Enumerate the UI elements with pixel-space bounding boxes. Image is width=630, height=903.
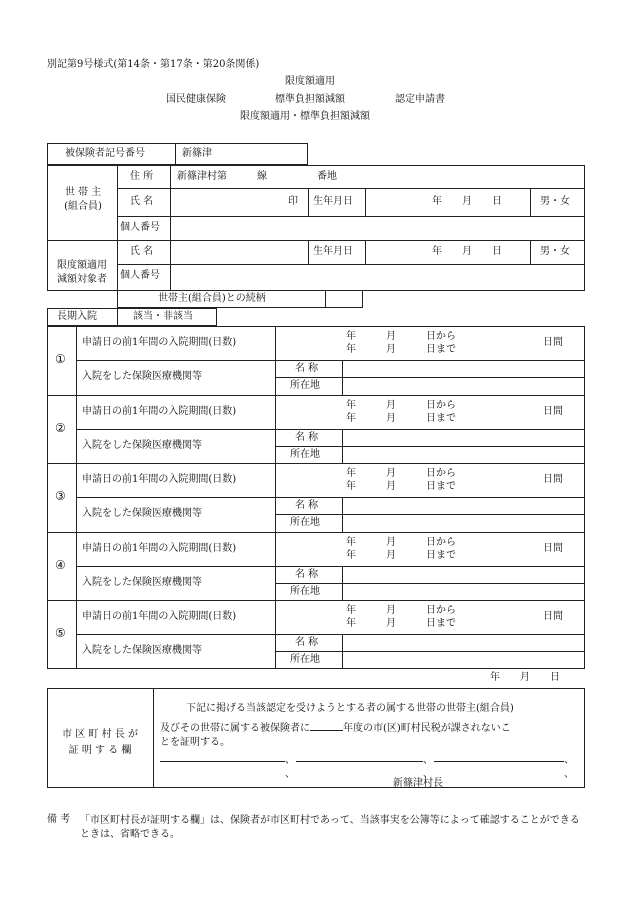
relation-label: 世帯主(組合員)との続柄: [158, 293, 266, 304]
stay-facility-label: 入院をした保険医療機関等: [82, 576, 202, 588]
stay-to[interactable]: 年 月 日まで: [346, 618, 456, 630]
stay-number: ④: [55, 557, 66, 572]
target-sex[interactable]: 男・女: [540, 246, 570, 257]
stay-number: ①: [55, 352, 66, 366]
stay-facility-name-label: 名 称: [295, 431, 319, 443]
stay-days[interactable]: 日間: [543, 337, 563, 348]
form-reference: 別記第9号様式(第14条・第17条・第20条関係): [47, 59, 260, 70]
householder-name-label: 氏 名: [130, 196, 154, 207]
target-label: 限度額適用 減額対象者: [57, 260, 107, 285]
stay-from[interactable]: 年 月 日から: [346, 536, 456, 548]
stay-period-label: 申請日の前1年間の入院期間(日数): [82, 405, 237, 417]
householder-address-label: 住 所: [130, 171, 154, 182]
stay-facility-name-label: 名 称: [295, 500, 319, 512]
stay-days[interactable]: 日間: [543, 611, 563, 623]
householder-dob-label: 生年月日: [313, 196, 353, 207]
stay-to[interactable]: 年 月 日まで: [346, 412, 456, 424]
stay-from[interactable]: 年 月 日から: [346, 399, 456, 411]
comma-5: 、: [423, 769, 433, 780]
stay-facility-location-label: 所在地: [290, 654, 320, 666]
certification-text-2: 及びその世帯に属する被保険者に 年度の市(区)町村民税が課されないこ: [160, 723, 511, 734]
stay-number: ⑤: [55, 626, 66, 641]
title-bottom: 限度額適用・標準負担額減額: [240, 111, 370, 122]
stay-facility-location-label: 所在地: [290, 585, 320, 597]
long-stay-value[interactable]: 該当・非該当: [133, 311, 193, 322]
stay-from[interactable]: 年 月 日から: [346, 331, 456, 342]
householder-sex[interactable]: 男・女: [540, 196, 570, 207]
comma-2: 、: [423, 755, 433, 766]
stay-facility-location-label: 所在地: [290, 380, 320, 391]
stay-period-label: 申請日の前1年間の入院期間(日数): [82, 611, 237, 623]
comma-4: 、: [285, 769, 295, 780]
notes-label: 備 考: [47, 814, 71, 825]
signature-line-3[interactable]: [434, 761, 564, 762]
householder-dob-value[interactable]: 年 月 日: [432, 196, 502, 207]
certification-text-1: 下記に掲げる当該認定を受けようとする者の属する世帯の世帯主(組合員): [186, 703, 514, 714]
stay-to[interactable]: 年 月 日まで: [346, 549, 456, 561]
signature-line-2[interactable]: [296, 761, 423, 762]
title-left: 国民健康保険: [166, 94, 226, 105]
stay-facility-label: 入院をした保険医療機関等: [82, 645, 202, 657]
stay-days[interactable]: 日間: [543, 474, 563, 486]
title-top: 限度額適用: [285, 76, 335, 87]
householder-label: 世 帯 主 (組合員): [64, 187, 102, 212]
signature-line-1[interactable]: [160, 761, 285, 762]
stay-facility-label: 入院をした保険医療機関等: [82, 371, 202, 382]
target-name-label: 氏 名: [130, 246, 154, 257]
comma-6: 、: [564, 769, 574, 780]
householder-address-value[interactable]: 新篠津村第 線 番地: [177, 171, 337, 182]
fiscal-year-blank[interactable]: [310, 721, 343, 731]
certification-label: 市 区 町 村 長 が 証 明 す る 欄: [62, 729, 138, 756]
householder-id-label: 個人番号: [120, 222, 160, 233]
stay-period-label: 申請日の前1年間の入院期間(日数): [82, 474, 237, 486]
mayor-label: 新篠津村長: [393, 778, 443, 789]
stay-from[interactable]: 年 月 日から: [346, 468, 456, 480]
stay-days[interactable]: 日間: [543, 405, 563, 417]
certification-date[interactable]: 年 月 日: [490, 672, 560, 683]
target-dob-label: 生年月日: [313, 246, 353, 257]
insured-number-value[interactable]: 新篠津: [182, 148, 212, 159]
comma-3: 、: [564, 755, 574, 766]
stay-facility-location-label: 所在地: [290, 517, 320, 529]
target-id-label: 個人番号: [120, 270, 160, 281]
title-right: 認定申請書: [395, 94, 445, 105]
stay-facility-label: 入院をした保険医療機関等: [82, 439, 202, 451]
insured-number-label: 被保険者記号番号: [65, 148, 145, 159]
stay-from[interactable]: 年 月 日から: [346, 605, 456, 617]
notes-text: 「市区町村長が証明する欄」は、保険者が市区町村であって、当該事実を公簿等によって確認することができるときは、省略できる。: [80, 815, 580, 840]
stay-facility-name-label: 名 称: [295, 637, 319, 649]
title-mid: 標準負担額減額: [275, 94, 345, 105]
stay-facility-name-label: 名 称: [295, 568, 319, 580]
stay-to[interactable]: 年 月 日まで: [346, 344, 456, 355]
seal-mark: 印: [288, 196, 298, 207]
stay-facility-location-label: 所在地: [290, 448, 320, 460]
stay-period-label: 申請日の前1年間の入院期間(日数): [82, 337, 237, 348]
stay-facility-label: 入院をした保険医療機関等: [82, 508, 202, 520]
stay-days[interactable]: 日間: [543, 542, 563, 554]
stay-number: ②: [55, 420, 66, 435]
comma-1: 、: [285, 755, 295, 766]
target-dob-value[interactable]: 年 月 日: [432, 246, 502, 257]
stay-number: ③: [55, 489, 66, 504]
stay-facility-name-label: 名 称: [295, 363, 319, 374]
stay-period-label: 申請日の前1年間の入院期間(日数): [82, 542, 237, 554]
long-stay-label: 長期入院: [57, 311, 97, 322]
certification-text-3: とを証明する。: [160, 737, 230, 748]
stay-to[interactable]: 年 月 日まで: [346, 481, 456, 493]
